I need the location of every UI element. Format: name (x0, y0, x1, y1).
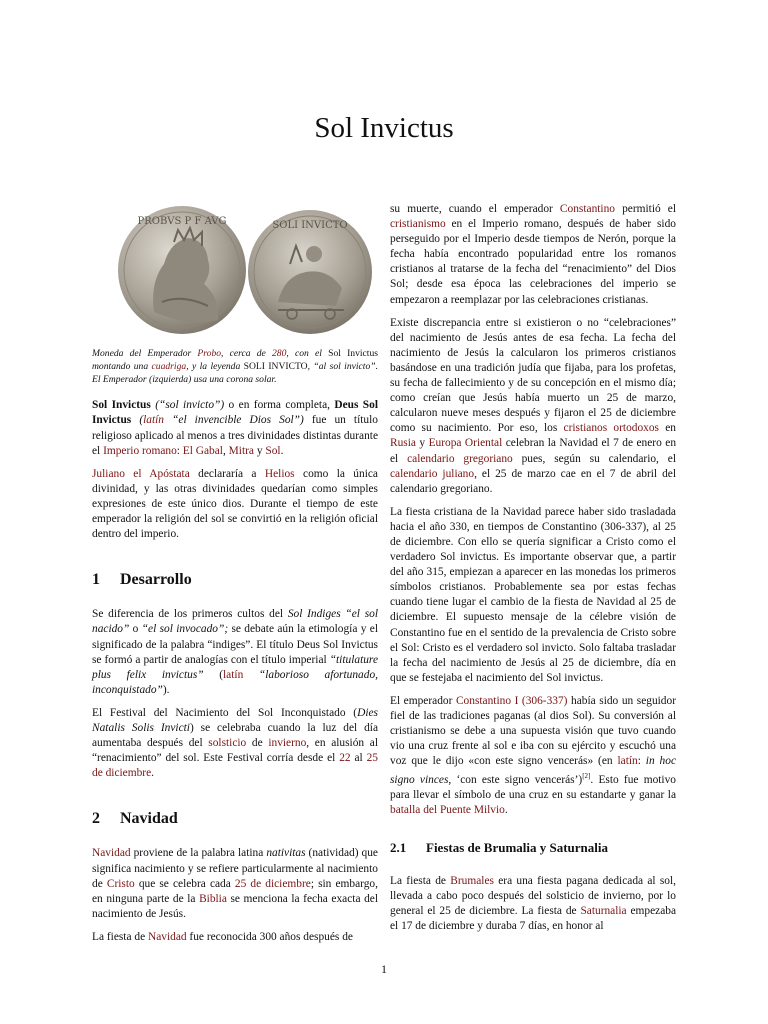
image-caption: Moneda del Emperador Probo, cerca de 280, con el Sol Invictus montando una cuadriga, y la leyenda SOLI INVICTO, “al sol invicto”. El Emperador (izquierda) usa una corona solar. (92, 348, 378, 385)
page-number: 1 (381, 962, 387, 976)
link-constantino[interactable]: Constantino (559, 203, 615, 215)
coin-right-legend: SOLI INVICTO (272, 220, 348, 231)
link-25-diciembre[interactable]: 25 de diciembre (92, 752, 378, 780)
right-paragraph-3: La fiesta cristiana de la Navidad parece haber sido trasladada hacia el año 330, en tiempos de Constantino (306-337), al 25 de diciembre. Con ello se quería significar a Cristo como el verdadero Sol invictus. Es importante observar que, a partir del año 315, empiezan a aparecer en las monedas los primeros símbolos cristianos. Probablemente sea por estas fechas cuando tiene lugar el cambio de la fiesta de Navidad al 25 de diciembre. El supuesto mensaje de la célebre visión de Constantino fue en el sentido de la prevalencia de Cristo sobre el Sol: Cristo es el verdadero sol invicto. Solo faltaba trasladar la fecha del nacimiento de Jesús al 25 de diciembre, día en que se festejaba el nacimiento del Sol invictus. (390, 505, 676, 684)
navidad-paragraph-1: Navidad proviene de la palabra latina nativitas (natividad) que significa nacimiento y se refiere particularmente al nacimiento de Cristo que se celebra cada 25 de diciembre; sin embargo, en ninguna parte de la Biblia se menciona la fecha exacta del nacimiento de Jesús. (92, 847, 378, 920)
link-calendario-juliano[interactable]: calendario juliano (390, 467, 475, 480)
juliano-paragraph: Juliano el Apóstata declararía a Helios como la única divinidad, y las otras divinidades quedarían como simples expresiones de este único dios. Durante el tiempo de este emperador la religión del sol se convirtió en la religión oficial dentro del imperio. (92, 467, 378, 541)
link-invierno[interactable]: invierno (268, 737, 307, 750)
left-column (92, 202, 378, 953)
navidad-paragraph-2: La fiesta de Navidad fue reconocida 300 años después de (92, 930, 353, 943)
link-solsticio[interactable]: solsticio (208, 737, 247, 750)
desarrollo-paragraph-2: El Festival del Nacimiento del Sol Inconquistado (Dies Natalis Solis Invicti) se celebraba cuando la luz del día aumentaba después del solsticio de invierno, en alusión al “renacimiento” del sol. Este Festival corría desde el 22 al 25 de diciembre. (92, 706, 379, 780)
desarrollo-paragraph-1: Se diferencia de los primeros cultos del Sol Indiges “el sol nacido” o “el sol invocado”; se debate aún la etimología y el significado de la palabra “indiges”. El título Deus Sol Invictus se formó a partir de analogías con el título imperial “titulature plus felix invictus” (latín “laborioso afortunado, inconquistado”). (92, 608, 378, 696)
link-probo[interactable]: Probo (197, 348, 222, 359)
link-europa-oriental[interactable]: Europa Oriental (428, 437, 503, 450)
link-biblia[interactable]: Biblia (199, 892, 227, 905)
link-25-de-diciembre[interactable]: 25 de diciembre (234, 877, 311, 890)
coin-left-legend: PROBVS P F AVG (137, 216, 227, 227)
link-el-gabal[interactable]: El Gabal (182, 444, 223, 457)
link-saturnalia[interactable]: Saturnalia (580, 904, 627, 917)
right-paragraph-4: El emperador Constantino I (306-337) había sido un seguidor fiel de las tradiciones paganas (al dios Sol). Su conversión al cristianismo se debe a una supuesta visión que tuvo cuando vio una cruz frente al sol e iba con su ejército y escuchó una voz que le dijo «con este signo vencerás» (en latín: in hoc signo vinces, ‘con este signo vencerás’)[2]. Esto fue motivo para llevar el símbolo de una cruz en su estandarte y ganar la batalla del Puente Milvio. (390, 694, 676, 817)
right-column (390, 202, 676, 942)
link-helios[interactable]: Helios (264, 467, 295, 480)
page-title: Sol Invictus (314, 112, 454, 144)
coin-obverse (118, 206, 246, 334)
section-heading-desarrollo: 1 Desarrollo (92, 571, 192, 589)
link-puente-milvio[interactable]: batalla del Puente Milvio (390, 804, 505, 817)
right-paragraph-1: su muerte, cuando el emperador Constantino permitió el cristianismo en el Imperio romano, después de haber sido perseguido por el Imperio desde tiempos de Nerón, porque la fecha había encontrado popularidad entre los romanos cristianos al tratarse de la fecha del “renacimiento” del Dios Sol; desde esa época las celebraciones del imperio se empezaron a reemplazar por las celebraciones cristianas. (390, 203, 676, 306)
link-rusia[interactable]: Rusia (390, 437, 416, 450)
intro-paragraph: Sol Invictus (“sol invicto”) o en forma completa, Deus Sol Invictus (latín “el invencible Dios Sol”) fue un título religioso aplicado al menos a tres divinidades distintas durante el Imperio romano: El Gabal, Mitra y Sol. (92, 399, 378, 457)
link-calendario-gregoriano[interactable]: calendario gregoriano (407, 452, 513, 465)
link-cuadriga[interactable]: cuadriga (151, 360, 187, 372)
link-navidad[interactable]: Navidad (92, 847, 131, 860)
coin-image (92, 202, 378, 342)
link-mitra[interactable]: Mitra (228, 444, 254, 457)
link-imperio-romano[interactable]: Imperio romano (103, 444, 177, 457)
section-heading-navidad: 2 Navidad (92, 810, 178, 828)
link-juliano[interactable]: Juliano el Apóstata (92, 467, 190, 480)
subsection-heading-brumalia: 2.1 Fiestas de Brumalia y Saturnalia (390, 840, 609, 856)
link-brumales[interactable]: Brumales (450, 874, 494, 887)
right-paragraph-2: Existe discrepancia entre si existieron o no “celebraciones” del nacimiento de Jesús antes de esa fecha. La fecha del nacimiento de Jesús la calcularon los primeros cristianos basándose en una tradición judía que fijaba, para los profetas, su fecha de fallecimiento y de su concepción en el mismo día; como creían que Jesús había muerto un 25 de marzo, calcularon nueve meses después y fijaron el 25 de diciembre como su nacimiento. Por eso, los cristianos ortodoxos en Rusia y Europa Oriental celebran la Navidad el 7 de enero en el calendario gregoriano pues, según su calendario, el calendario juliano, el 25 de marzo cae en el 7 de abril del calendario gregoriano. (390, 316, 677, 495)
link-cristo[interactable]: Cristo (106, 877, 135, 890)
coin-reverse (248, 210, 372, 334)
link-latin-3[interactable]: latín (617, 755, 638, 768)
footnote-ref[interactable]: [2] (582, 772, 591, 781)
link-sol[interactable]: Sol (265, 444, 281, 457)
link-22[interactable]: 22 (339, 752, 351, 765)
link-constantino-i[interactable]: Constantino I (306-337) (455, 694, 568, 707)
link-280[interactable]: 280 (272, 348, 287, 359)
link-latin-2[interactable]: latín (223, 668, 244, 681)
link-navidad-2[interactable]: Navidad (147, 930, 187, 943)
link-cristianos-ortodoxos[interactable]: cristianos ortodoxos (563, 422, 659, 435)
link-latin[interactable]: latín (143, 414, 164, 427)
coin-illustration (92, 202, 378, 342)
link-cristianismo[interactable]: cristianismo (390, 218, 446, 231)
right-paragraph-5: La fiesta de Brumales era una fiesta pagana dedicada al sol, llevada a cabo poco después del solsticio de invierno, por lo general el 25 de diciembre. La fiesta de Saturnalia empezaba el 17 de diciembre y duraba 7 días, en honor al (390, 874, 676, 932)
